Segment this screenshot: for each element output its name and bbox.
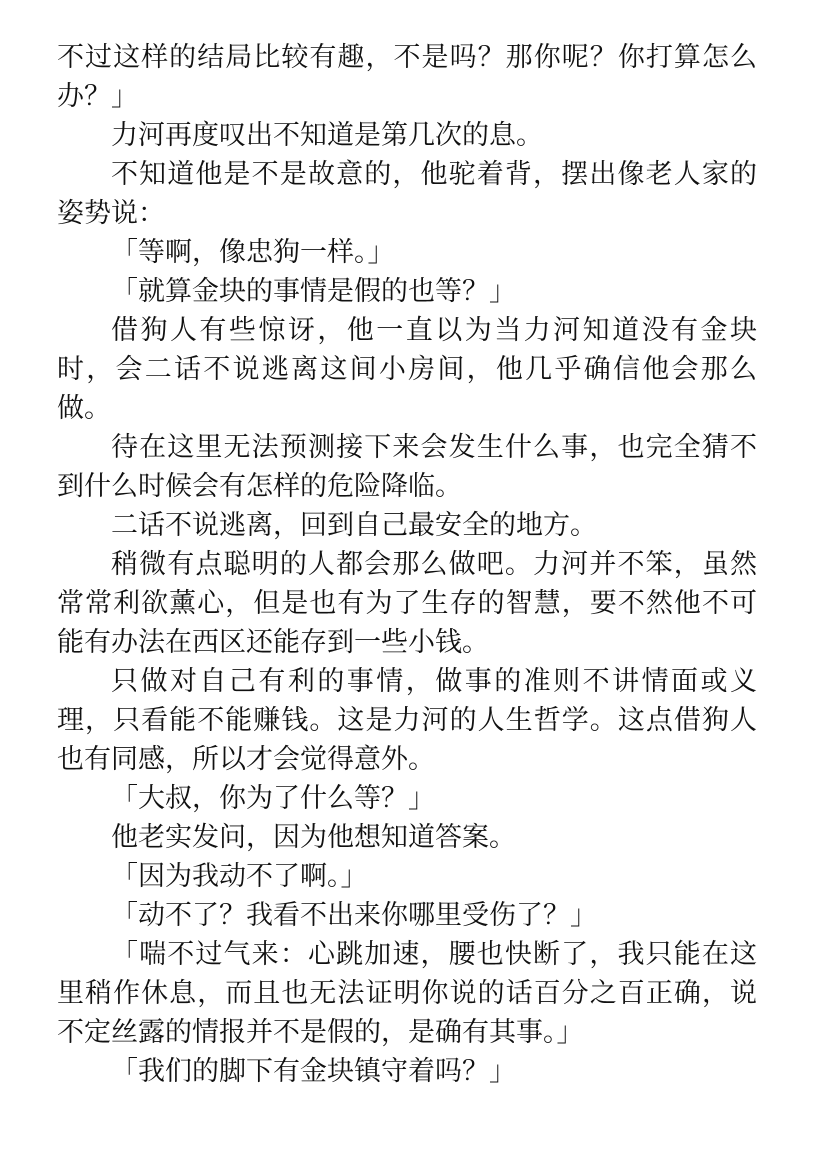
paragraph-14: 「动不了？我看不出来你哪里受伤了？」 [111, 900, 597, 931]
paragraph-3: 不知道他是不是故意的，他驼着背，摆出像老人家的姿势说： [57, 159, 757, 229]
paragraph-5: 「就算金块的事情是假的也等？」 [111, 276, 516, 307]
paragraph-2: 力河再度叹出不知道是第几次的息。 [111, 120, 543, 151]
page-body [57, 38, 757, 1091]
paragraph-16: 「我们的脚下有金块镇守着吗？」 [111, 1056, 516, 1087]
paragraph-15: 「喘不过气来：心跳加速，腰也快断了，我只能在这里稍作休息，而且也无法证明你说的话百分之百正确，说不定丝露的情报并不是假的，是确有其事。」 [57, 939, 757, 1048]
paragraph-8: 二话不说逃离，回到自己最安全的地方。 [111, 510, 597, 541]
paragraph-1: 不过这样的结局比较有趣，不是吗？那你呢？你打算怎么办？」 [57, 42, 757, 112]
paragraph-12: 他老实发问，因为他想知道答案。 [111, 822, 516, 853]
paragraph-13: 「因为我动不了啊。」 [111, 861, 368, 892]
paragraph-10: 只做对自己有利的事情，做事的准则不讲情面或义理，只看能不能赚钱。这是力河的人生哲学。这点借狗人也有同感，所以才会觉得意外。 [57, 666, 757, 775]
paragraph-4: 「等啊，像忠狗一样。」 [111, 237, 395, 268]
paragraph-6: 借狗人有些惊讶，他一直以为当力河知道没有金块时，会二话不说逃离这间小房间，他几乎确信他会那么做。 [57, 315, 757, 424]
paragraph-11: 「大叔，你为了什么等？」 [111, 783, 435, 814]
paragraph-7: 待在这里无法预测接下来会发生什么事，也完全猜不到什么时候会有怎样的危险降临。 [57, 432, 757, 502]
paragraph-9: 稍微有点聪明的人都会那么做吧。力河并不笨，虽然常常利欲薰心，但是也有为了生存的智慧，要不然他不可能有办法在西区还能存到一些小钱。 [57, 549, 757, 658]
